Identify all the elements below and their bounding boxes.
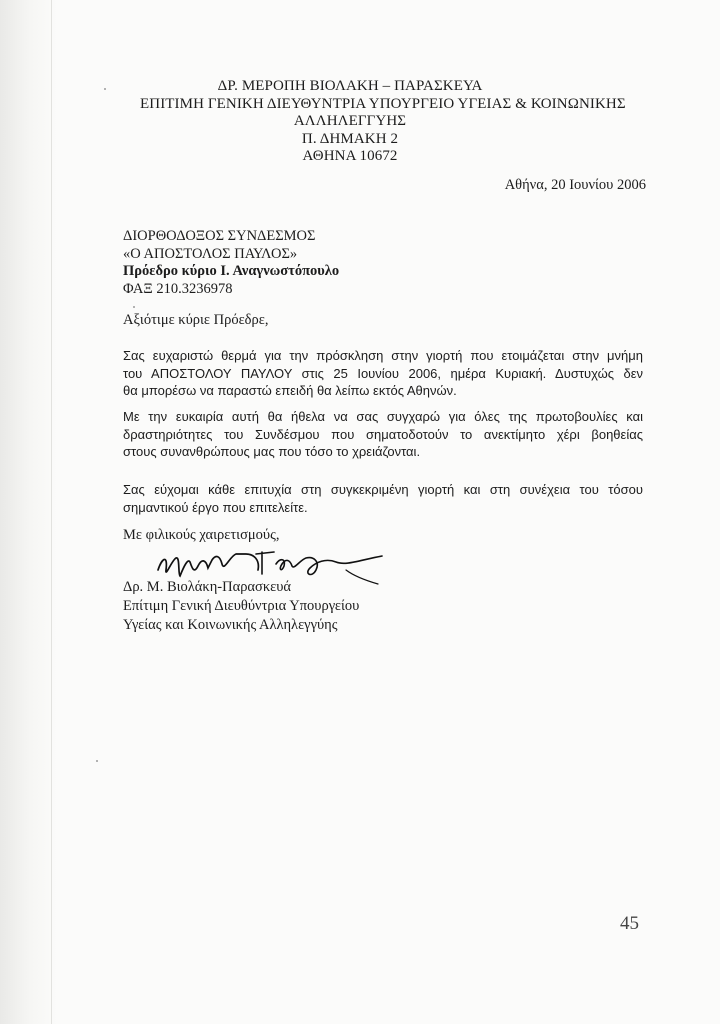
paragraph-line: στους συνανθρώπους μας που τόσο το χρειάζονται. [123,444,421,459]
page-edge-shadow [0,0,58,1024]
signer-ministry: Υγείας και Κοινωνικής Αλληλεγγύης [123,617,338,633]
signer-block [123,578,359,635]
page-number: 45 [620,913,639,934]
salutation: Αξιότιμε κύριε Πρόεδρε, [123,312,269,328]
paragraph-line: Με την ευκαιρία αυτή θα ήθελα να σας συγχαρώ για όλες της πρωτοβουλίες και [123,409,643,424]
paragraph-line: του ΑΠΟΣΤΟΛΟΥ ΠΑΥΛΟΥ στις 25 Ιουνίου 2006, ημέρα Κυριακή. Δυστυχώς δεν [123,365,643,381]
paragraph-line: Σας ευχαριστώ θερμά για την πρόσκληση στην γιορτή που ετοιμάζεται στην μνήμη [123,348,643,363]
signer-name: Δρ. Μ. Βιολάκη-Παρασκευά [123,579,292,595]
body-paragraph [123,408,643,461]
paragraph-line: Σας εύχομαι κάθε επιτυχία στη συγκεκριμένη γιορτή και στη συνέχεια του τόσου [123,482,643,497]
recipient-org-name: «Ο ΑΠΟΣΤΟΛΟΣ ΠΑΥΛΟΣ» [123,245,298,262]
recipient-fax: ΦΑΞ 210.3236978 [123,280,233,297]
recipient-person: Πρόεδρο κύριο Ι. Αναγνωστόπουλο [123,263,340,279]
paragraph-line: θα μπορέσω να παραστώ επειδή θα λείπω εκτός Αθηνών. [123,383,457,398]
letterhead [140,78,626,166]
letter-date: Αθήνα, 20 Ιουνίου 2006 [504,177,646,193]
body-paragraph [123,481,643,516]
sender-title: ΕΠΙΤΙΜΗ ΓΕΝΙΚΗ ΔΙΕΥΘΥΝΤΡΙΑ ΥΠΟΥΡΓΕΙΟ ΥΓΕΙΑΣ & ΚΟΙΝΩΝΙΚΗΣ [140,95,626,112]
recipient-org: ΔΙΟΡΘΟΔΟΞΟΣ ΣΥΝΔΕΣΜΟΣ [123,228,316,244]
recipient-block [123,228,339,298]
paragraph-line: δραστηριότητες του Συνδέσμου που σηματοδοτούν το ανεκτίμητο χέρι βοηθείας [123,426,643,442]
sender-street: Π. ΔΗΜΑΚΗ 2 [301,130,399,147]
page-edge-line [51,0,52,1024]
scan-speck [104,88,106,90]
sender-name: ΔΡ. ΜΕΡΟΠΗ ΒΙΟΛΑΚΗ – ΠΑΡΑΣΚΕΥΑ [217,78,483,94]
signer-title: Επίτιμη Γενική Διευθύντρια Υπουργείου [123,598,360,614]
scan-speck [96,760,98,762]
sender-city: ΑΘΗΝΑ 10672 [302,148,398,164]
sender-title-cont: ΑΛΛΗΛΕΓΓΥΗΣ [293,113,407,129]
paragraph-line: σημαντικού έργο που επιτελείτε. [123,499,308,515]
scan-speck [133,306,135,308]
body-paragraph [123,347,643,400]
closing: Με φιλικούς χαιρετισμούς, [123,527,280,543]
